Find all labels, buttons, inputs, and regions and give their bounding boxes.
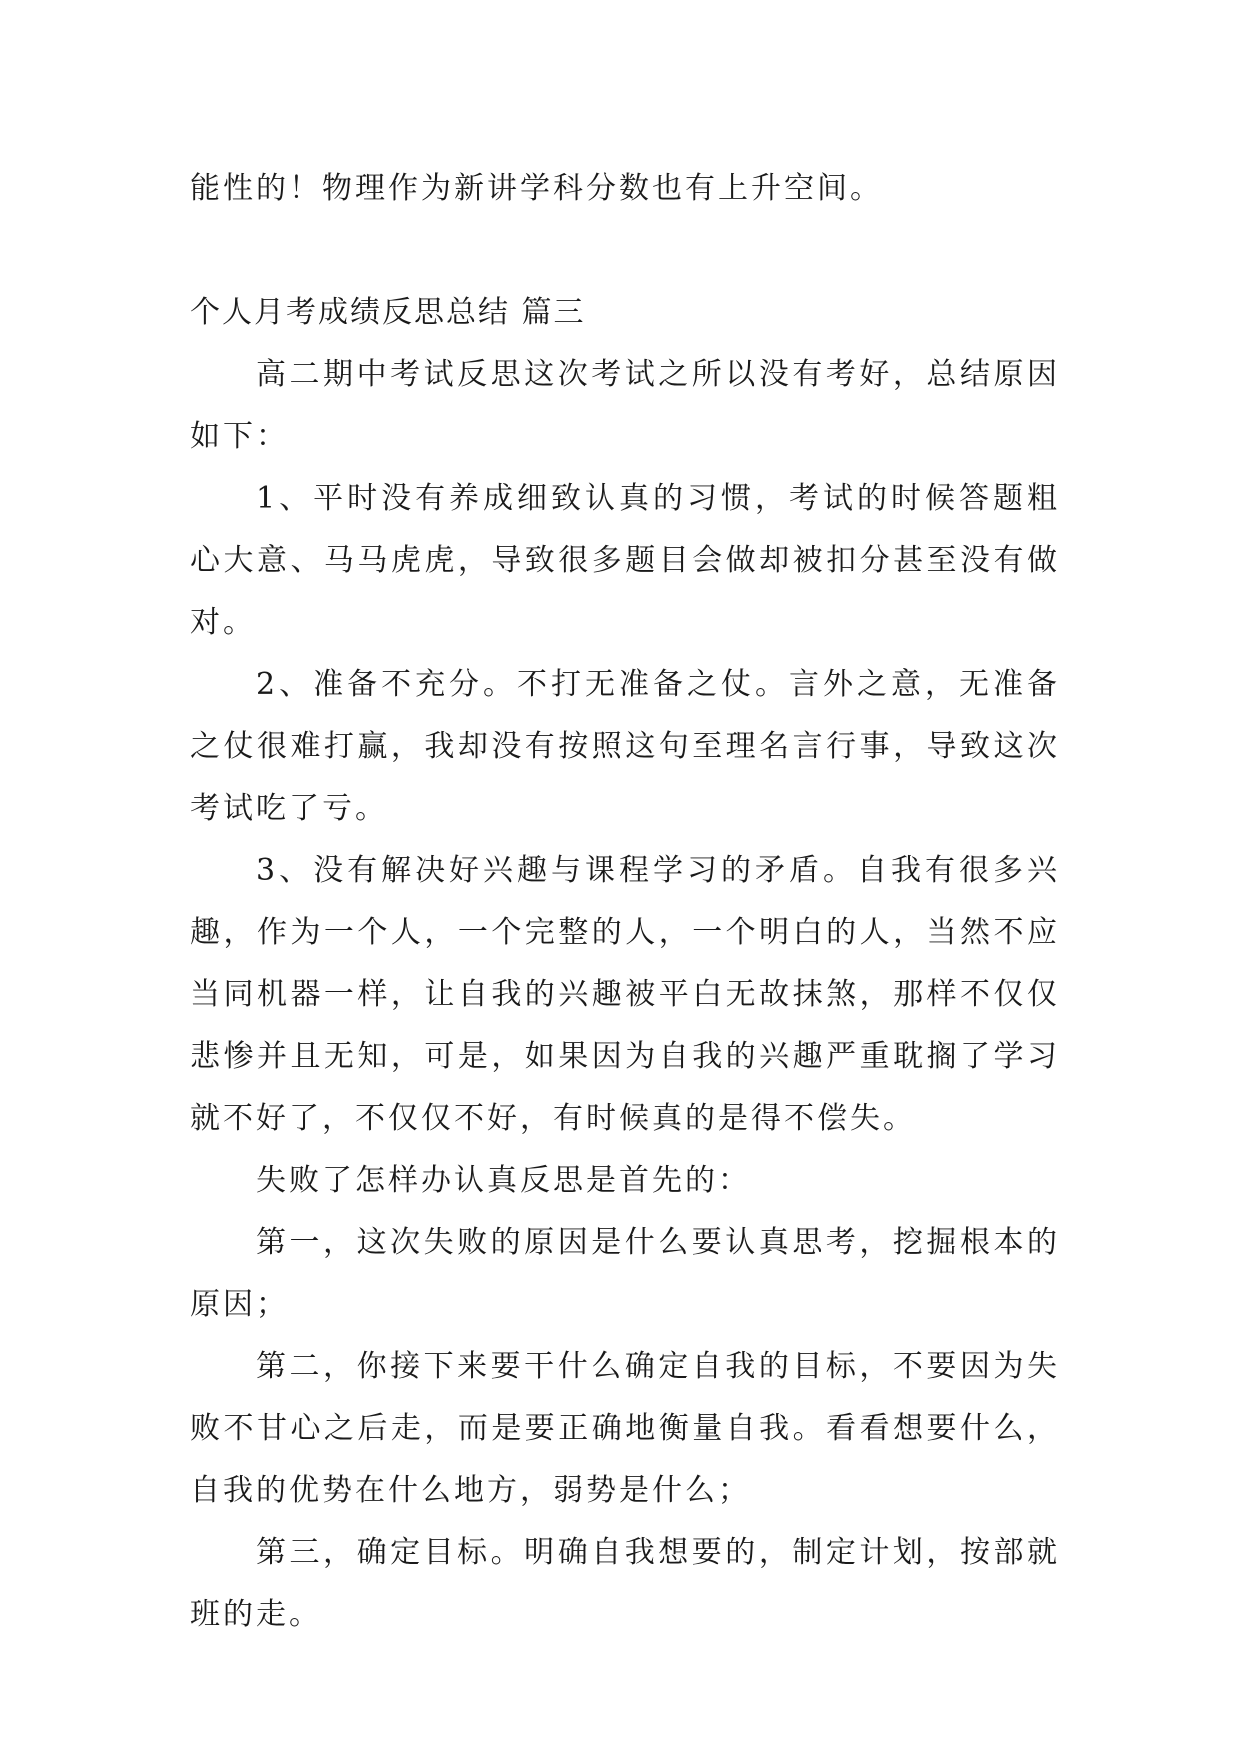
document-body — [190, 158, 1060, 1646]
paragraph-reflection-lead: 失败了怎样办认真反思是首先的： — [256, 1163, 751, 1198]
paragraph-reason-2: 2、准备不充分。不打无准备之仗。言外之意，无准备之仗很难打赢，我却没有按照这句至理名言行事，导致这次考试吃了亏。 — [190, 667, 1060, 826]
paragraph-reason-3: 3、没有解决好兴趣与课程学习的矛盾。自我有很多兴趣，作为一个人，一个完整的人，一个明白的人，当然不应当同机器一样，让自我的兴趣被平白无故抹煞，那样不仅仅悲惨并且无知，可是，如果因为自我的兴趣严重耽搁了学习就不好了，不仅仅不好，有时候真的是得不偿失。 — [190, 853, 1060, 1136]
paragraph-continuation: 能性的！物理作为新讲学科分数也有上升空间。 — [190, 171, 883, 206]
paragraph-reason-1: 1、平时没有养成细致认真的习惯，考试的时候答题粗心大意、马马虎虎，导致很多题目会做却被扣分甚至没有做对。 — [190, 481, 1060, 640]
paragraph-step-1: 第一，这次失败的原因是什么要认真思考，挖掘根本的原因； — [190, 1225, 1060, 1322]
paragraph-step-3: 第三，确定目标。明确自我想要的，制定计划，按部就班的走。 — [190, 1535, 1060, 1632]
paragraph-intro: 高二期中考试反思这次考试之所以没有考好，总结原因如下： — [190, 357, 1060, 454]
section-heading: 个人月考成绩反思总结 篇三 — [190, 295, 586, 330]
paragraph-step-2: 第二，你接下来要干什么确定自我的目标，不要因为失败不甘心之后走，而是要正确地衡量自我。看看想要什么，自我的优势在什么地方，弱势是什么； — [190, 1349, 1060, 1508]
